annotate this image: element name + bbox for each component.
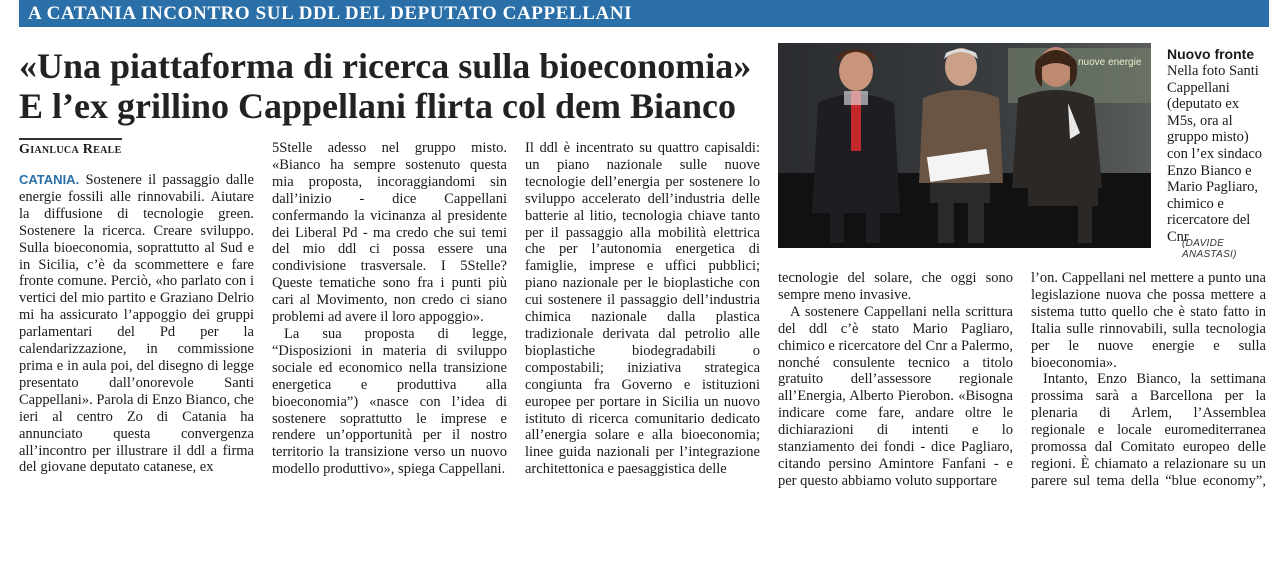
headline-line-1: «Una piattaforma di ricerca sulla bioeconomia» bbox=[19, 46, 752, 86]
article-photo bbox=[778, 43, 1151, 248]
article-column-5 bbox=[1031, 270, 1266, 492]
body-paragraph-1: Sostenere il passaggio dalle energie fossili alle rinnovabili. Aiutare la diffusione di tecnologie green. Sostenere la ricerca. Creare sviluppo. Sulla bioeconomia, soprattutto al Sud e in Sicilia, c’è da scommettere e fare fronte comune. Perciò, «ho parlato con i vertici del mio partito e Graziano Delrio mi ha assicurato l’appoggio dei gruppi parlamentari del Pd per la calendarizzazione, in commissione prima e in aula poi, del disegno di legge presentato dall’onorevole Santi Cappellani». Parola di Enzo Bianco, che ieri al centro Zo di Catania ha annunciato questa convergenza all’incontro per illustrare il ddl a firma del giovane deputato catanese, ex bbox=[19, 172, 254, 476]
photo-credit: (DAVIDE ANASTASI) bbox=[1182, 238, 1237, 260]
body-paragraph: 5Stelle adesso nel gruppo misto. «Bianco ha sempre sostenuto questa mia proposta, incoraggiandomi sin dall’inizio - dice Cappellani confermando la vicinanza al presidente dei Liberal Pd - ma credo che sui temi del mio ddl ci possa essere una condivisione trasversale. I 5Stelle? Queste tematiche sono fra i punti più cari al Movimento, non credo ci siano problemi ad avere il loro appoggio». bbox=[272, 140, 507, 326]
photo-caption-text: Nella foto Santi Cappellani (deputato ex M5s, ora al gruppo misto) con l’ex sindaco Enzo Bianco e Mario Pagliaro, chimico e ricercatore del Cnr bbox=[1167, 63, 1263, 245]
article-column-1 bbox=[19, 172, 254, 492]
article-column-3 bbox=[525, 140, 760, 492]
kicker: A CATANIA INCONTRO SUL DDL DEL DEPUTATO CAPPELLANI bbox=[28, 3, 633, 24]
screen-text: nuove energie bbox=[1078, 57, 1142, 68]
headline-line-2: E l’ex grillino Cappellani flirta col dem Bianco bbox=[19, 86, 736, 126]
photo-caption-title: Nuovo fronte bbox=[1167, 46, 1255, 62]
photo-illustration bbox=[778, 43, 1151, 248]
body-paragraph: La sua proposta di legge, “Disposizioni in materia di sviluppo sociale ed economico nella transizione energetica e produttiva alla bioeconomia”) «nasce con l’idea di sostenere soprattutto le imprese e rendere un’opportunità per il nostro territorio la transizione verso un nuovo modello produttivo», spiega Cappellani. bbox=[272, 325, 507, 478]
byline-rule bbox=[19, 138, 122, 140]
dateline: CATANIA. bbox=[19, 172, 80, 187]
body-paragraph: Intanto, Enzo Bianco, la settimana prossima sarà a Barcellona per la plenaria di Arlem, l’Assemblea regionale e locale euromediterranea promossa dal Comitato europeo delle regioni. È chiamato a relazionare su un parere sul tema della “blue economy”, bbox=[1031, 371, 1266, 492]
article-column-2 bbox=[272, 140, 507, 492]
body-paragraph: Il ddl è incentrato su quattro capisaldi: un piano nazionale sulle nuove tecnologie dell’energia per sostenere lo sviluppo accelerato dell’industria delle batterie al litio, tecnologia chiave tanto per il passaggio alla mobilità elettrica che per l’autonomia energetica di famiglie, imprese e uffici pubblici; piano nazionale per le bioplastiche con cui sostenere il passaggio dell’industria chimica nazionale dalla plastica tradizionale derivata dal petrolio alle bioplastiche biodegradabili o compostabili; iniziativa strategica congiunta fra Governo e istituzioni europee per portare in Sicilia un nuovo istituto di ricerca comunitario dedicato all’energia solare e alla bioeconomia; linee guida nazionali per l’integrazione architettonica e paesaggistica delle bbox=[525, 140, 760, 478]
article-column-4 bbox=[778, 270, 1013, 492]
byline: Gianluca Reale bbox=[19, 142, 122, 157]
body-paragraph: tecnologie del solare, che oggi sono sempre meno invasive. bbox=[778, 270, 1013, 303]
headline bbox=[19, 46, 769, 126]
body-paragraph: l’on. Cappellani nel mettere a punto una legislazione nuova che possa mettere a sistema tutto quello che è stato fatto in Italia sulle rinnovabili, sulla tecnologia per le nuove energie e sulla bioeconomia». bbox=[1031, 270, 1266, 371]
body-paragraph: A sostenere Cappellani nella scrittura del ddl c’è stato Mario Pagliaro, chimico e ricercatore del Cnr a Palermo, nonché consulente tecnico a titolo gratuito dell’assessore regionale all’Energia, Alberto Pierobon. «Bisogna indicare come fare, andare oltre le dichiarazioni di intenti e lo stanziamento dei fondi - dice Pagliaro, citando persino Amintore Fanfani - e per questo abbiamo voluto supportare bbox=[778, 303, 1013, 489]
